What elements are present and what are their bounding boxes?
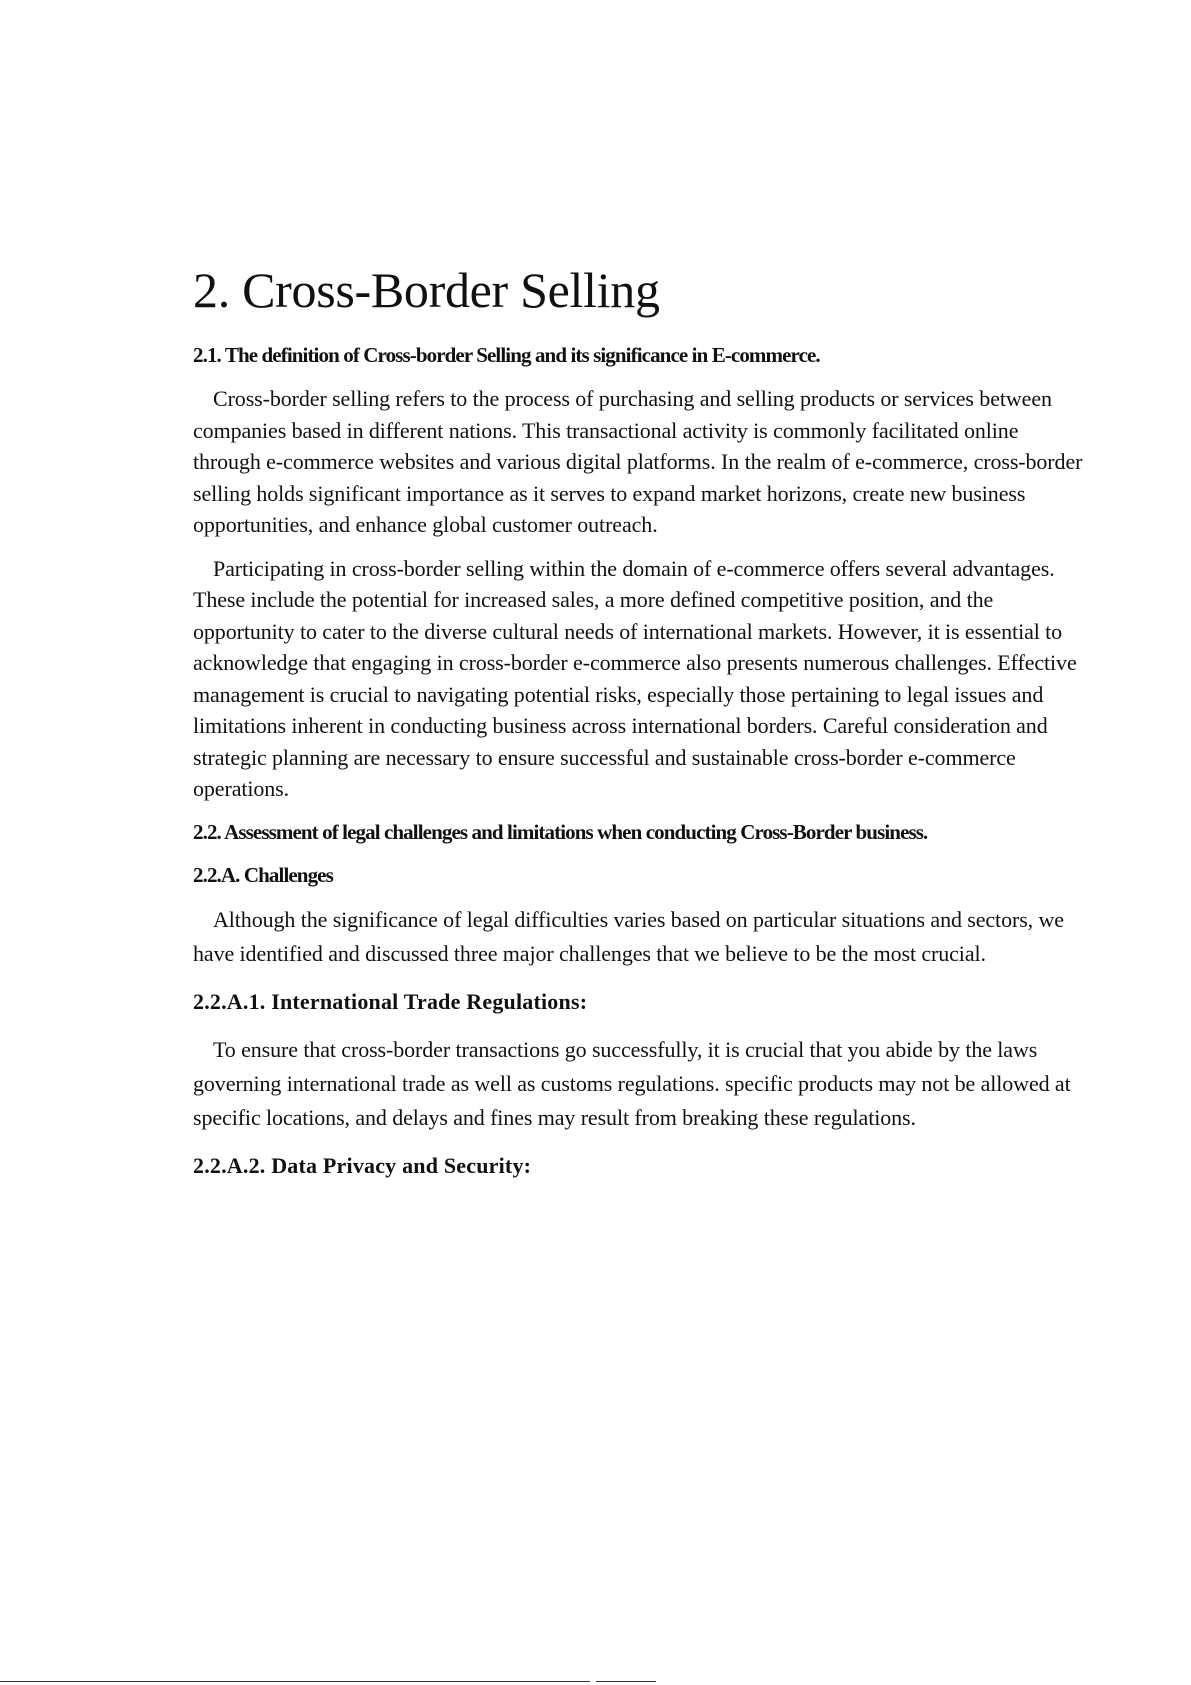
section-2-2-heading: 2.2. Assessment of legal challenges and limitations when conducting Cross-Border business. [193,819,928,844]
section-2-1-paragraph-1: Cross-border selling refers to the process of purchasing and selling products or services between companies based in different nations. This transactional activity is commonly facilitated online through e-commerce websites and various digital platforms. In the realm of e-commerce, cross-border selling holds significant importance as it serves to expand market horizons, create new business opportunities, and enhance global customer outreach. [193,386,1083,537]
chapter-title: 2. Cross-Border Selling [193,262,660,318]
section-2-1-paragraph-2: Participating in cross-border selling within the domain of e-commerce offers several advantages. These include the potential for increased sales, a more defined competitive position, and the opportunity to cater to the diverse cultural needs of international markets. However, it is essential to acknowledge that engaging in cross-border e-commerce also presents numerous challenges. Effective management is crucial to navigating potential risks, especially those pertaining to legal issues and limitations inherent in conducting business across international borders. Careful consideration and strategic planning are necessary to ensure successful and sustainable cross-border e-commerce operations. [193,555,1077,801]
section-2-2-a-heading: 2.2.A. Challenges [193,862,333,887]
section-2-2-a-1-heading: 2.2.A.1. International Trade Regulations: [193,988,588,1014]
section-2-2-a-2-heading: 2.2.A.2. Data Privacy and Security: [193,1152,532,1178]
document-page [193,262,1083,1197]
section-2-1-heading: 2.1. The definition of Cross-border Selling and its significance in E-commerce. [193,343,820,367]
footnote-separator-tail [596,1681,656,1682]
section-2-2-a-paragraph: Although the significance of legal difficulties varies based on particular situations and sectors, we have identified and discussed three major challenges that we believe to be the most crucial. [193,906,1064,966]
section-2-2-a-1-paragraph: To ensure that cross-border transactions go successfully, it is crucial that you abide by the laws governing international trade as well as customs regulations. specific products may not be allowed at specific locations, and delays and fines may result from breaking these regulations. [193,1036,1071,1130]
footnote-separator [0,1681,590,1682]
